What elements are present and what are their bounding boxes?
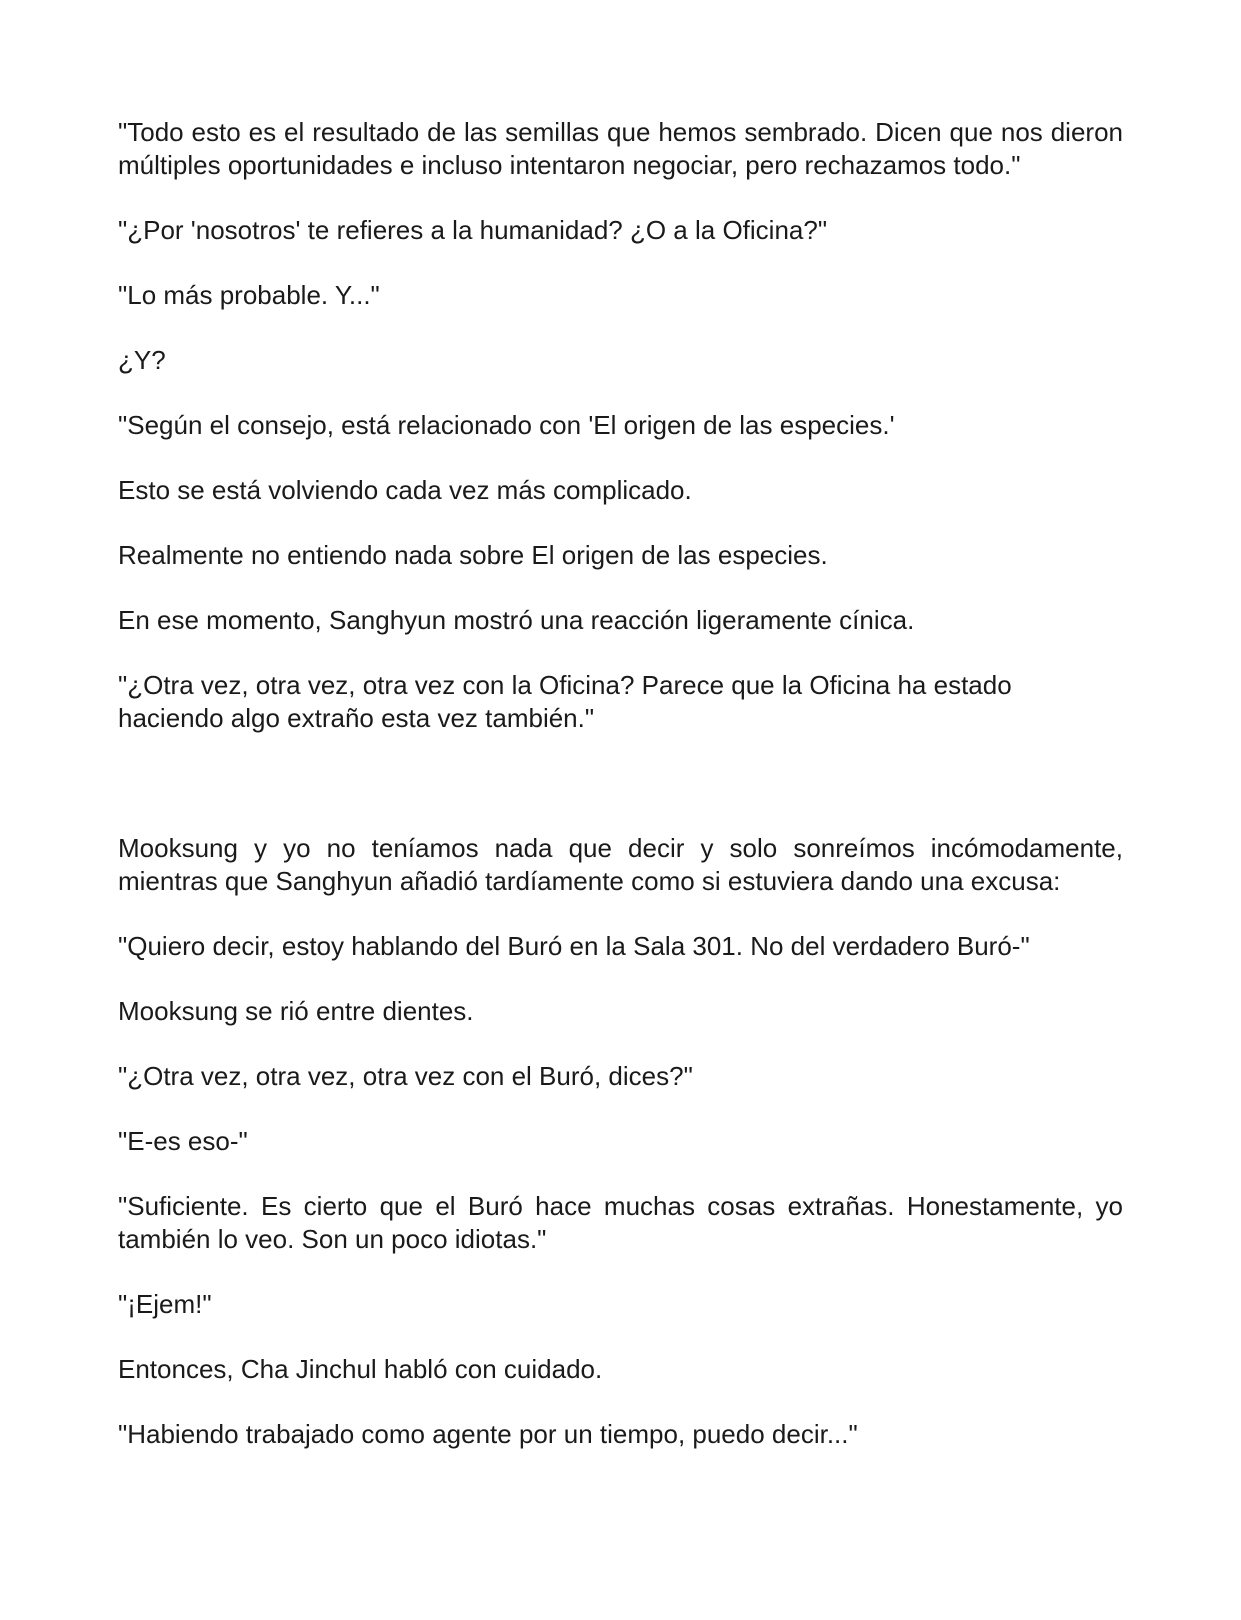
paragraph-18: "Habiendo trabajado como agente por un tiempo, puedo decir..." (118, 1419, 858, 1449)
paragraph-7: Realmente no entiendo nada sobre El origen de las especies. (118, 540, 828, 570)
paragraph-14: "E-es eso-" (118, 1126, 248, 1156)
body-text (118, 116, 1123, 1483)
paragraph-10: Mooksung y yo no teníamos nada que decir y solo sonreímos incómodamente, mientras que Sanghyun añadió tardíamente como si estuviera dando una excusa: (118, 833, 1123, 896)
paragraph-16: "¡Ejem!" (118, 1289, 212, 1319)
paragraph-2: "¿Por 'nosotros' te refieres a la humanidad? ¿O a la Oficina?" (118, 215, 828, 245)
paragraph-8: En ese momento, Sanghyun mostró una reacción ligeramente cínica. (118, 605, 915, 635)
paragraph-3: "Lo más probable. Y..." (118, 280, 380, 310)
paragraph-9: "¿Otra vez, otra vez, otra vez con la Oficina? Parece que la Oficina ha estado haciendo algo extraño esta vez también." (118, 670, 1012, 733)
section-gap (118, 767, 1123, 832)
paragraph-15: "Suficiente. Es cierto que el Buró hace muchas cosas extrañas. Honestamente, yo también lo veo. Son un poco idiotas." (118, 1191, 1123, 1254)
paragraph-4: ¿Y? (118, 345, 166, 375)
paragraph-11: "Quiero decir, estoy hablando del Buró en la Sala 301. No del verdadero Buró-" (118, 931, 1030, 961)
paragraph-13: "¿Otra vez, otra vez, otra vez con el Buró, dices?" (118, 1061, 693, 1091)
paragraph-1: "Todo esto es el resultado de las semillas que hemos sembrado. Dicen que nos dieron múltiples oportunidades e incluso intentaron negociar, pero rechazamos todo." (118, 117, 1123, 180)
paragraph-6: Esto se está volviendo cada vez más complicado. (118, 475, 692, 505)
paragraph-17: Entonces, Cha Jinchul habló con cuidado. (118, 1354, 603, 1384)
paragraph-12: Mooksung se rió entre dientes. (118, 996, 474, 1026)
paragraph-5: "Según el consejo, está relacionado con 'El origen de las especies.' (118, 410, 895, 440)
